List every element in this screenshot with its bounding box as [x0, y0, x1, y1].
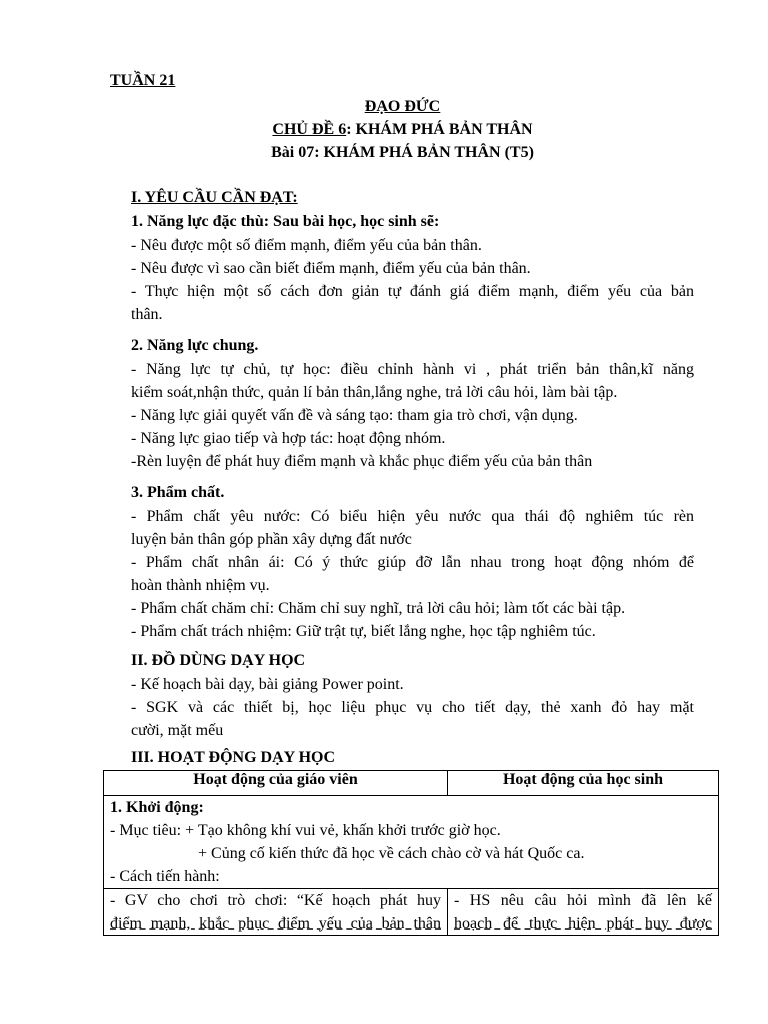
student-activity-cell	[448, 889, 719, 936]
goal-line: - Mục tiêu: + Tạo không khí vui vẻ, khấn khởi trước giờ học.	[110, 822, 501, 839]
activity-table	[103, 770, 719, 936]
list-item-continuation: thân.	[131, 306, 163, 323]
list-item: - Nêu được một số điểm mạnh, điểm yếu của bản thân.	[131, 237, 482, 254]
week-label: TUẦN 21	[110, 72, 176, 89]
section-2-heading: II. ĐỒ DÙNG DẠY HỌC	[131, 652, 306, 669]
warmup-title: 1. Khởi động:	[110, 799, 204, 816]
list-item: - Phẩm chất trách nhiệm: Giữ trật tự, biết lắng nghe, học tập nghiêm túc.	[131, 623, 596, 640]
list-item: - Nêu được vì sao cần biết điểm mạnh, điểm yếu của bản thân.	[131, 260, 531, 277]
list-item: - Thực hiện một số cách đơn giản tự đánh giá điểm mạnh, điểm yếu của bản	[131, 283, 694, 300]
table-row	[104, 796, 719, 889]
student-line: - HS nêu câu hỏi mình đã lên kế	[454, 892, 712, 909]
warmup-cell	[104, 796, 719, 889]
document-body	[131, 186, 694, 770]
list-item-continuation: luyện bản thân góp phần xây dựng đất nước	[131, 531, 412, 548]
teacher-activity-cell	[104, 889, 448, 936]
teacher-line: điểm mạnh, khắc phục điểm yếu của bản thân	[110, 915, 441, 932]
lesson-title: Bài 07: KHÁM PHÁ BẢN THÂN (T5)	[271, 144, 534, 161]
list-item: - Năng lực giao tiếp và hợp tác: hoạt động nhóm.	[131, 430, 446, 447]
list-item: - Phẩm chất yêu nước: Có biểu hiện yêu nước qua thái độ nghiêm túc rèn	[131, 508, 694, 525]
student-line: hoạch để thực hiện phát huy được	[454, 915, 712, 932]
subsection-2-heading: 2. Năng lực chung.	[131, 337, 259, 354]
list-item: - Phẩm chất nhân ái: Có ý thức giúp đỡ lẫn nhau trong hoạt động nhóm để	[131, 554, 694, 571]
student-column-header: Hoạt động của học sinh	[448, 771, 719, 796]
subject-title: ĐẠO ĐỨC	[364, 98, 441, 115]
list-item: -Rèn luyện để phát huy điểm mạnh và khắc phục điểm yếu của bản thân	[131, 453, 593, 470]
list-item-continuation: kiểm soát,nhận thức, quản lí bản thân,lắng nghe, trả lời câu hỏi, làm bài tập.	[131, 384, 618, 401]
list-item: - Kế hoạch bài dạy, bài giảng Power point.	[131, 676, 404, 693]
list-item-continuation: cười, mặt mếu	[131, 722, 224, 739]
topic-prefix: CHỦ ĐỀ 6	[272, 121, 347, 138]
section-3-heading: III. HOẠT ĐỘNG DẠY HỌC	[131, 749, 336, 766]
subsection-1-heading: 1. Năng lực đặc thù: Sau bài học, học sinh sẽ:	[131, 213, 440, 230]
table-header-row	[104, 771, 719, 796]
topic-title	[0, 118, 768, 141]
list-item: - SGK và các thiết bị, học liệu phục vụ cho tiết dạy, thẻ xanh đỏ hay mặt	[131, 699, 694, 716]
teacher-line: - GV cho chơi trò chơi: “Kế hoạch phát huy	[110, 892, 441, 909]
topic-rest: : KHÁM PHÁ BẢN THÂN	[346, 121, 533, 138]
method-line: - Cách tiến hành:	[110, 868, 220, 885]
list-item-continuation: hoàn thành nhiệm vụ.	[131, 577, 270, 594]
section-1-heading: I. YÊU CẦU CẦN ĐẠT:	[131, 189, 298, 206]
table-row	[104, 889, 719, 936]
list-item: - Phẩm chất chăm chỉ: Chăm chỉ suy nghĩ, trả lời câu hỏi; làm tốt các bài tập.	[131, 600, 626, 617]
teacher-column-header: Hoạt động của giáo viên	[104, 771, 448, 796]
goal-line: + Củng cố kiến thức đã học về cách chào cờ và hát Quốc ca.	[198, 845, 585, 862]
title-block	[0, 95, 768, 164]
subsection-3-heading: 3. Phẩm chất.	[131, 484, 225, 501]
list-item: - Năng lực tự chủ, tự học: điều chỉnh hành vi , phát triển bản thân,kĩ năng	[131, 361, 694, 378]
list-item: - Năng lực giải quyết vấn đề và sáng tạo: tham gia trò chơi, vận dụng.	[131, 407, 578, 424]
